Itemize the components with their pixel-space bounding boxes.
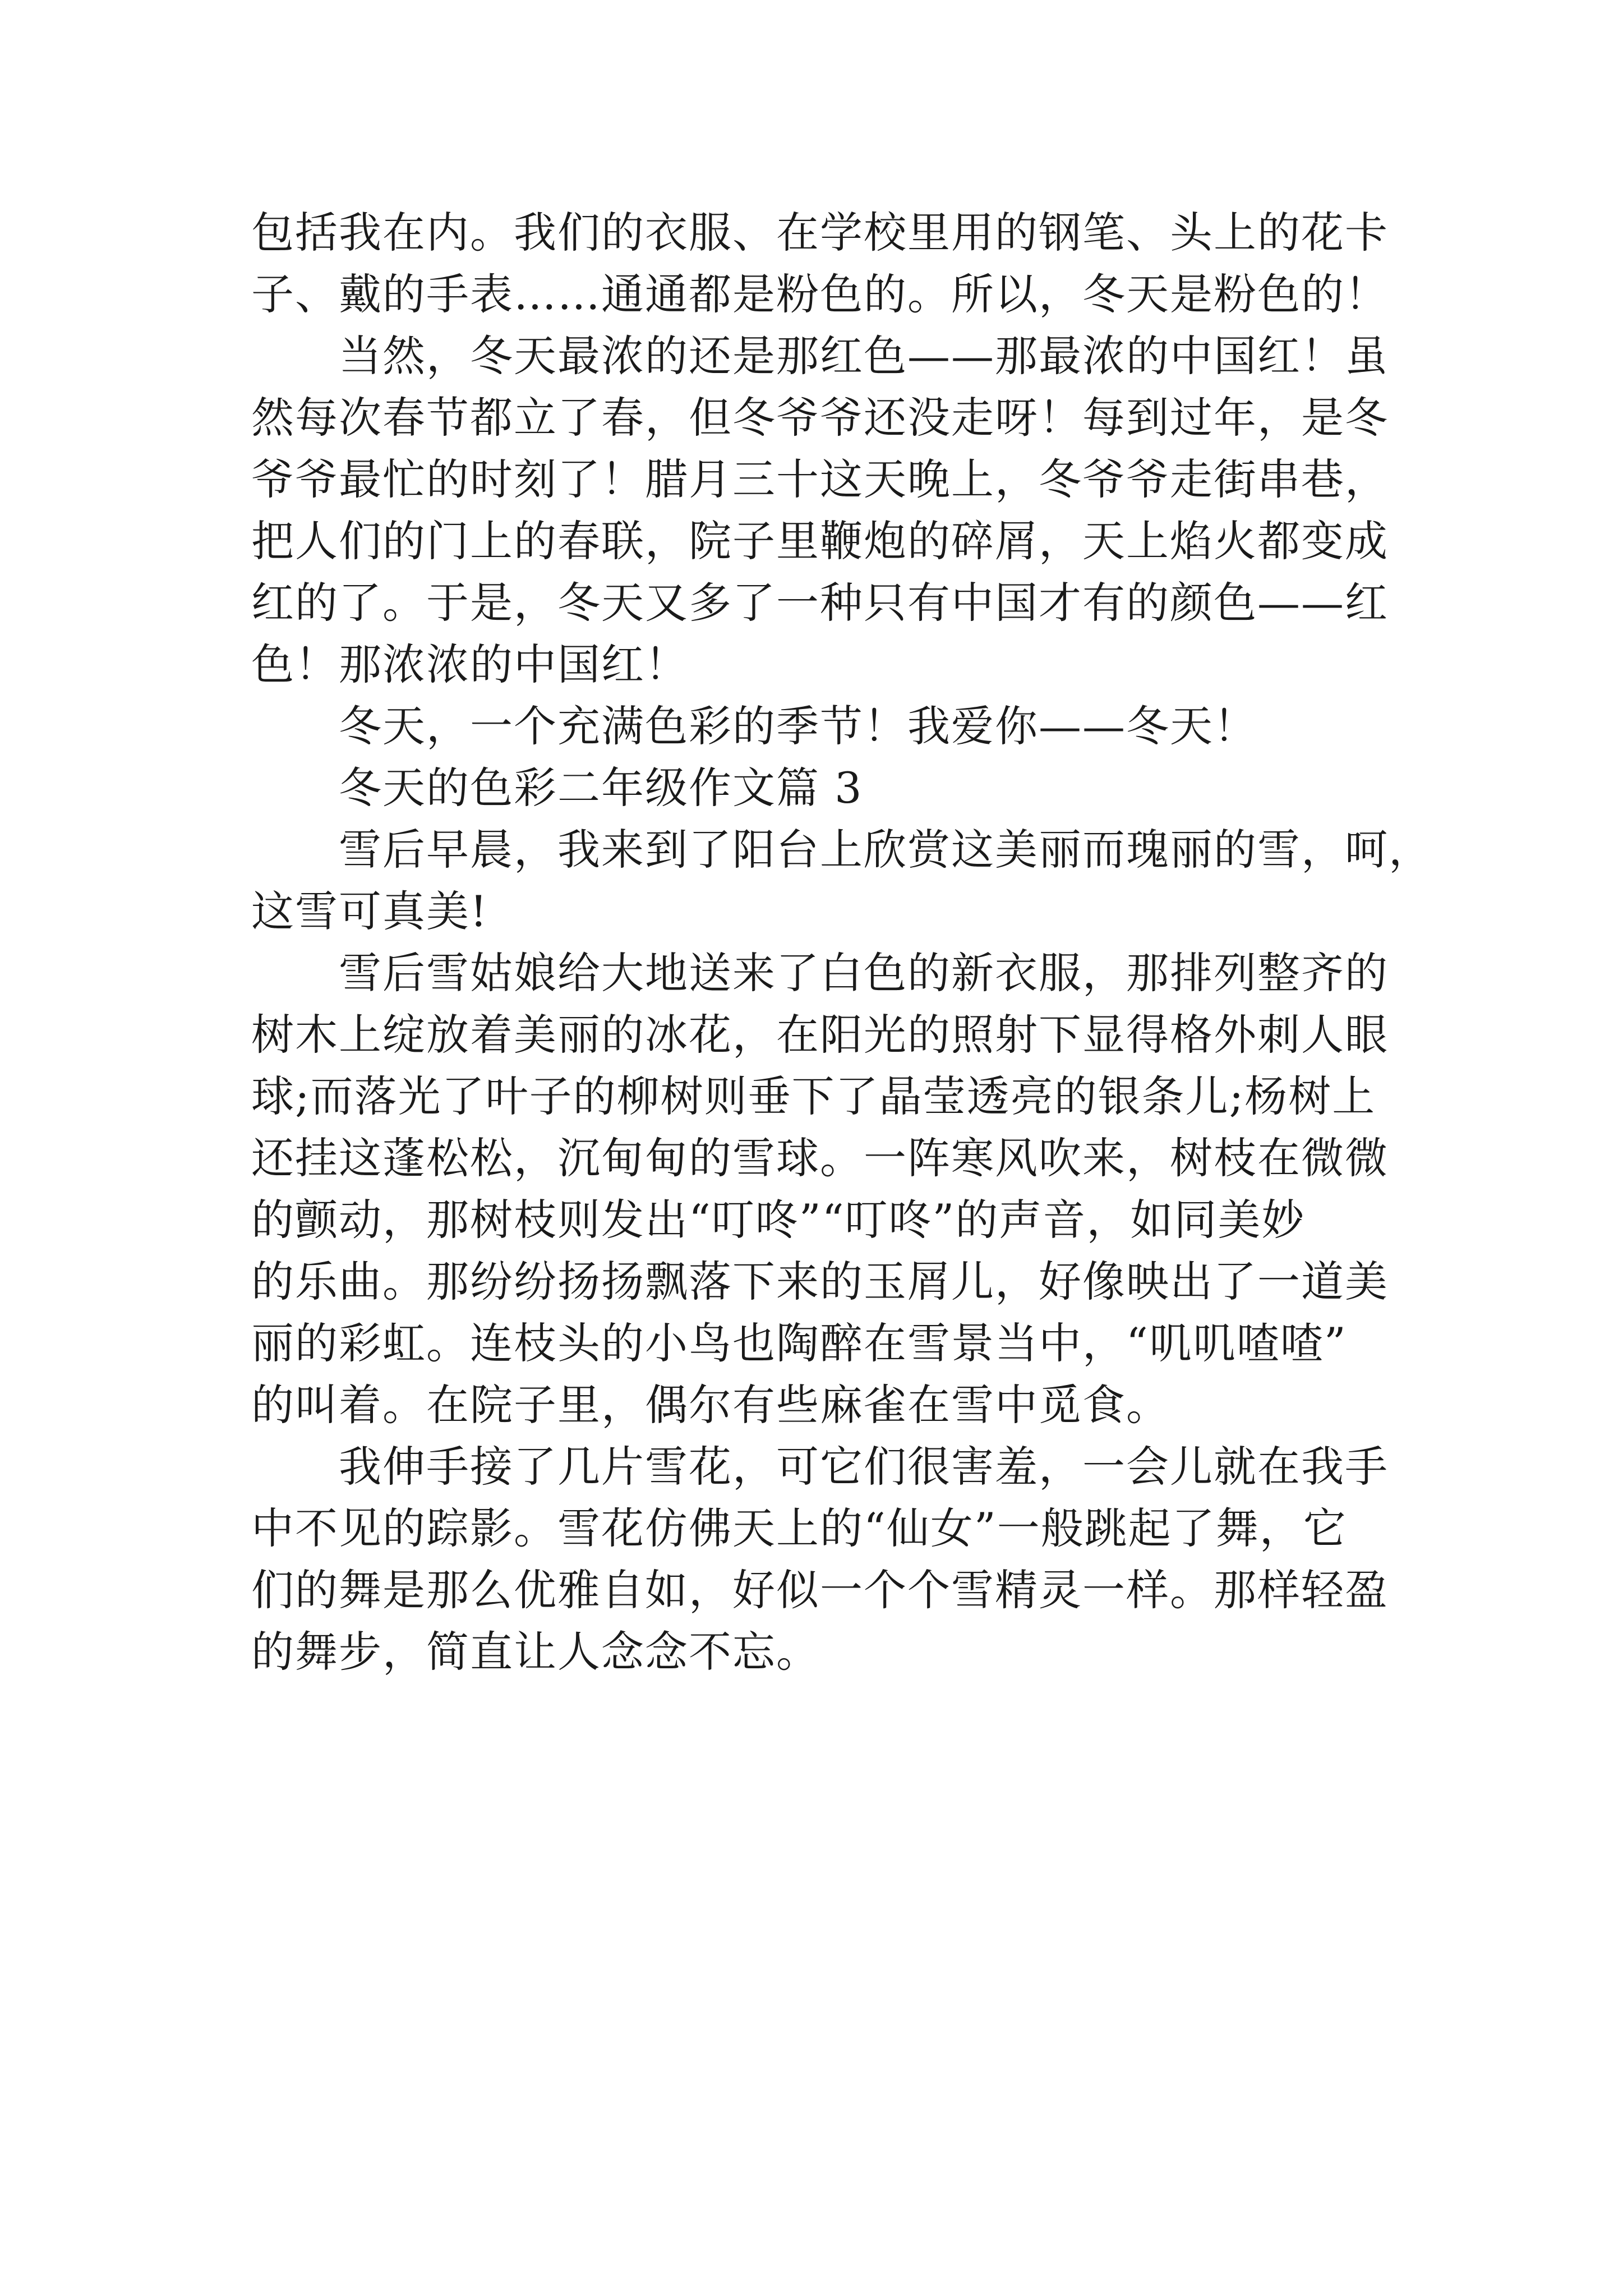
text-line: 的叫着。在院子里，偶尔有些麻雀在雪中觅食。 xyxy=(251,1380,1170,1430)
text-line: 包括我在内。我们的衣服、在学校里用的钢笔、头上的花卡 xyxy=(251,208,1389,257)
text-line: 子、戴的手表……通通都是粉色的。所以，冬天是粉色的！ xyxy=(251,269,1389,319)
text-line: 爷爷最忙的时刻了！腊月三十这天晚上，冬爷爷走街串巷， xyxy=(251,454,1389,504)
text-line: 当然，冬天最浓的还是那红色——那最浓的中国红！虽 xyxy=(339,331,1389,381)
text-line: 雪后雪姑娘给大地送来了白色的新衣服，那排列整齐的 xyxy=(339,948,1389,998)
text-line: 把人们的门上的春联，院子里鞭炮的碎屑，天上焰火都变成 xyxy=(251,516,1389,566)
text-line: 树木上绽放着美丽的冰花，在阳光的照射下显得格外刺人眼 xyxy=(251,1010,1389,1060)
text-line: 红的了。于是，冬天又多了一种只有中国才有的颜色——红 xyxy=(251,578,1389,628)
text-line: 我伸手接了几片雪花，可它们很害羞，一会儿就在我手 xyxy=(339,1442,1389,1492)
text-line: 的乐曲。那纷纷扬扬飘落下来的玉屑儿，好像映出了一道美 xyxy=(251,1257,1389,1306)
text-line: 中不见的踪影。雪花仿佛天上的“仙女”一般跳起了舞，它 xyxy=(251,1503,1347,1553)
text-line: 还挂这蓬松松，沉甸甸的雪球。一阵寒风吹来，树枝在微微 xyxy=(251,1133,1389,1183)
text-line: 雪后早晨，我来到了阳台上欣赏这美丽而瑰丽的雪，呵， xyxy=(339,825,1432,875)
text-line: 色！那浓浓的中国红！ xyxy=(251,639,689,689)
text-line: 球;而落光了叶子的柳树则垂下了晶莹透亮的银条儿;杨树上 xyxy=(251,1071,1376,1121)
text-line: 然每次春节都立了春，但冬爷爷还没走呀！每到过年，是冬 xyxy=(251,393,1389,443)
text-line: 们的舞是那么优雅自如，好似一个个雪精灵一样。那样轻盈 xyxy=(251,1565,1389,1615)
text-line: 的舞步，简直让人念念不忘。 xyxy=(251,1627,820,1677)
document-body xyxy=(251,202,1432,1683)
text-line: 冬天，一个充满色彩的季节！我爱你——冬天！ xyxy=(339,701,1257,751)
text-line: 的颤动，那树枝则发出“叮咚”“叮咚”的声音，如同美妙 xyxy=(251,1195,1306,1245)
text-line: 这雪可真美! xyxy=(251,886,488,936)
text-line: 丽的彩虹。连枝头的小鸟也陶醉在雪景当中，“叽叽喳喳” xyxy=(251,1318,1347,1368)
section-heading: 冬天的色彩二年级作文篇 3 xyxy=(339,763,863,813)
